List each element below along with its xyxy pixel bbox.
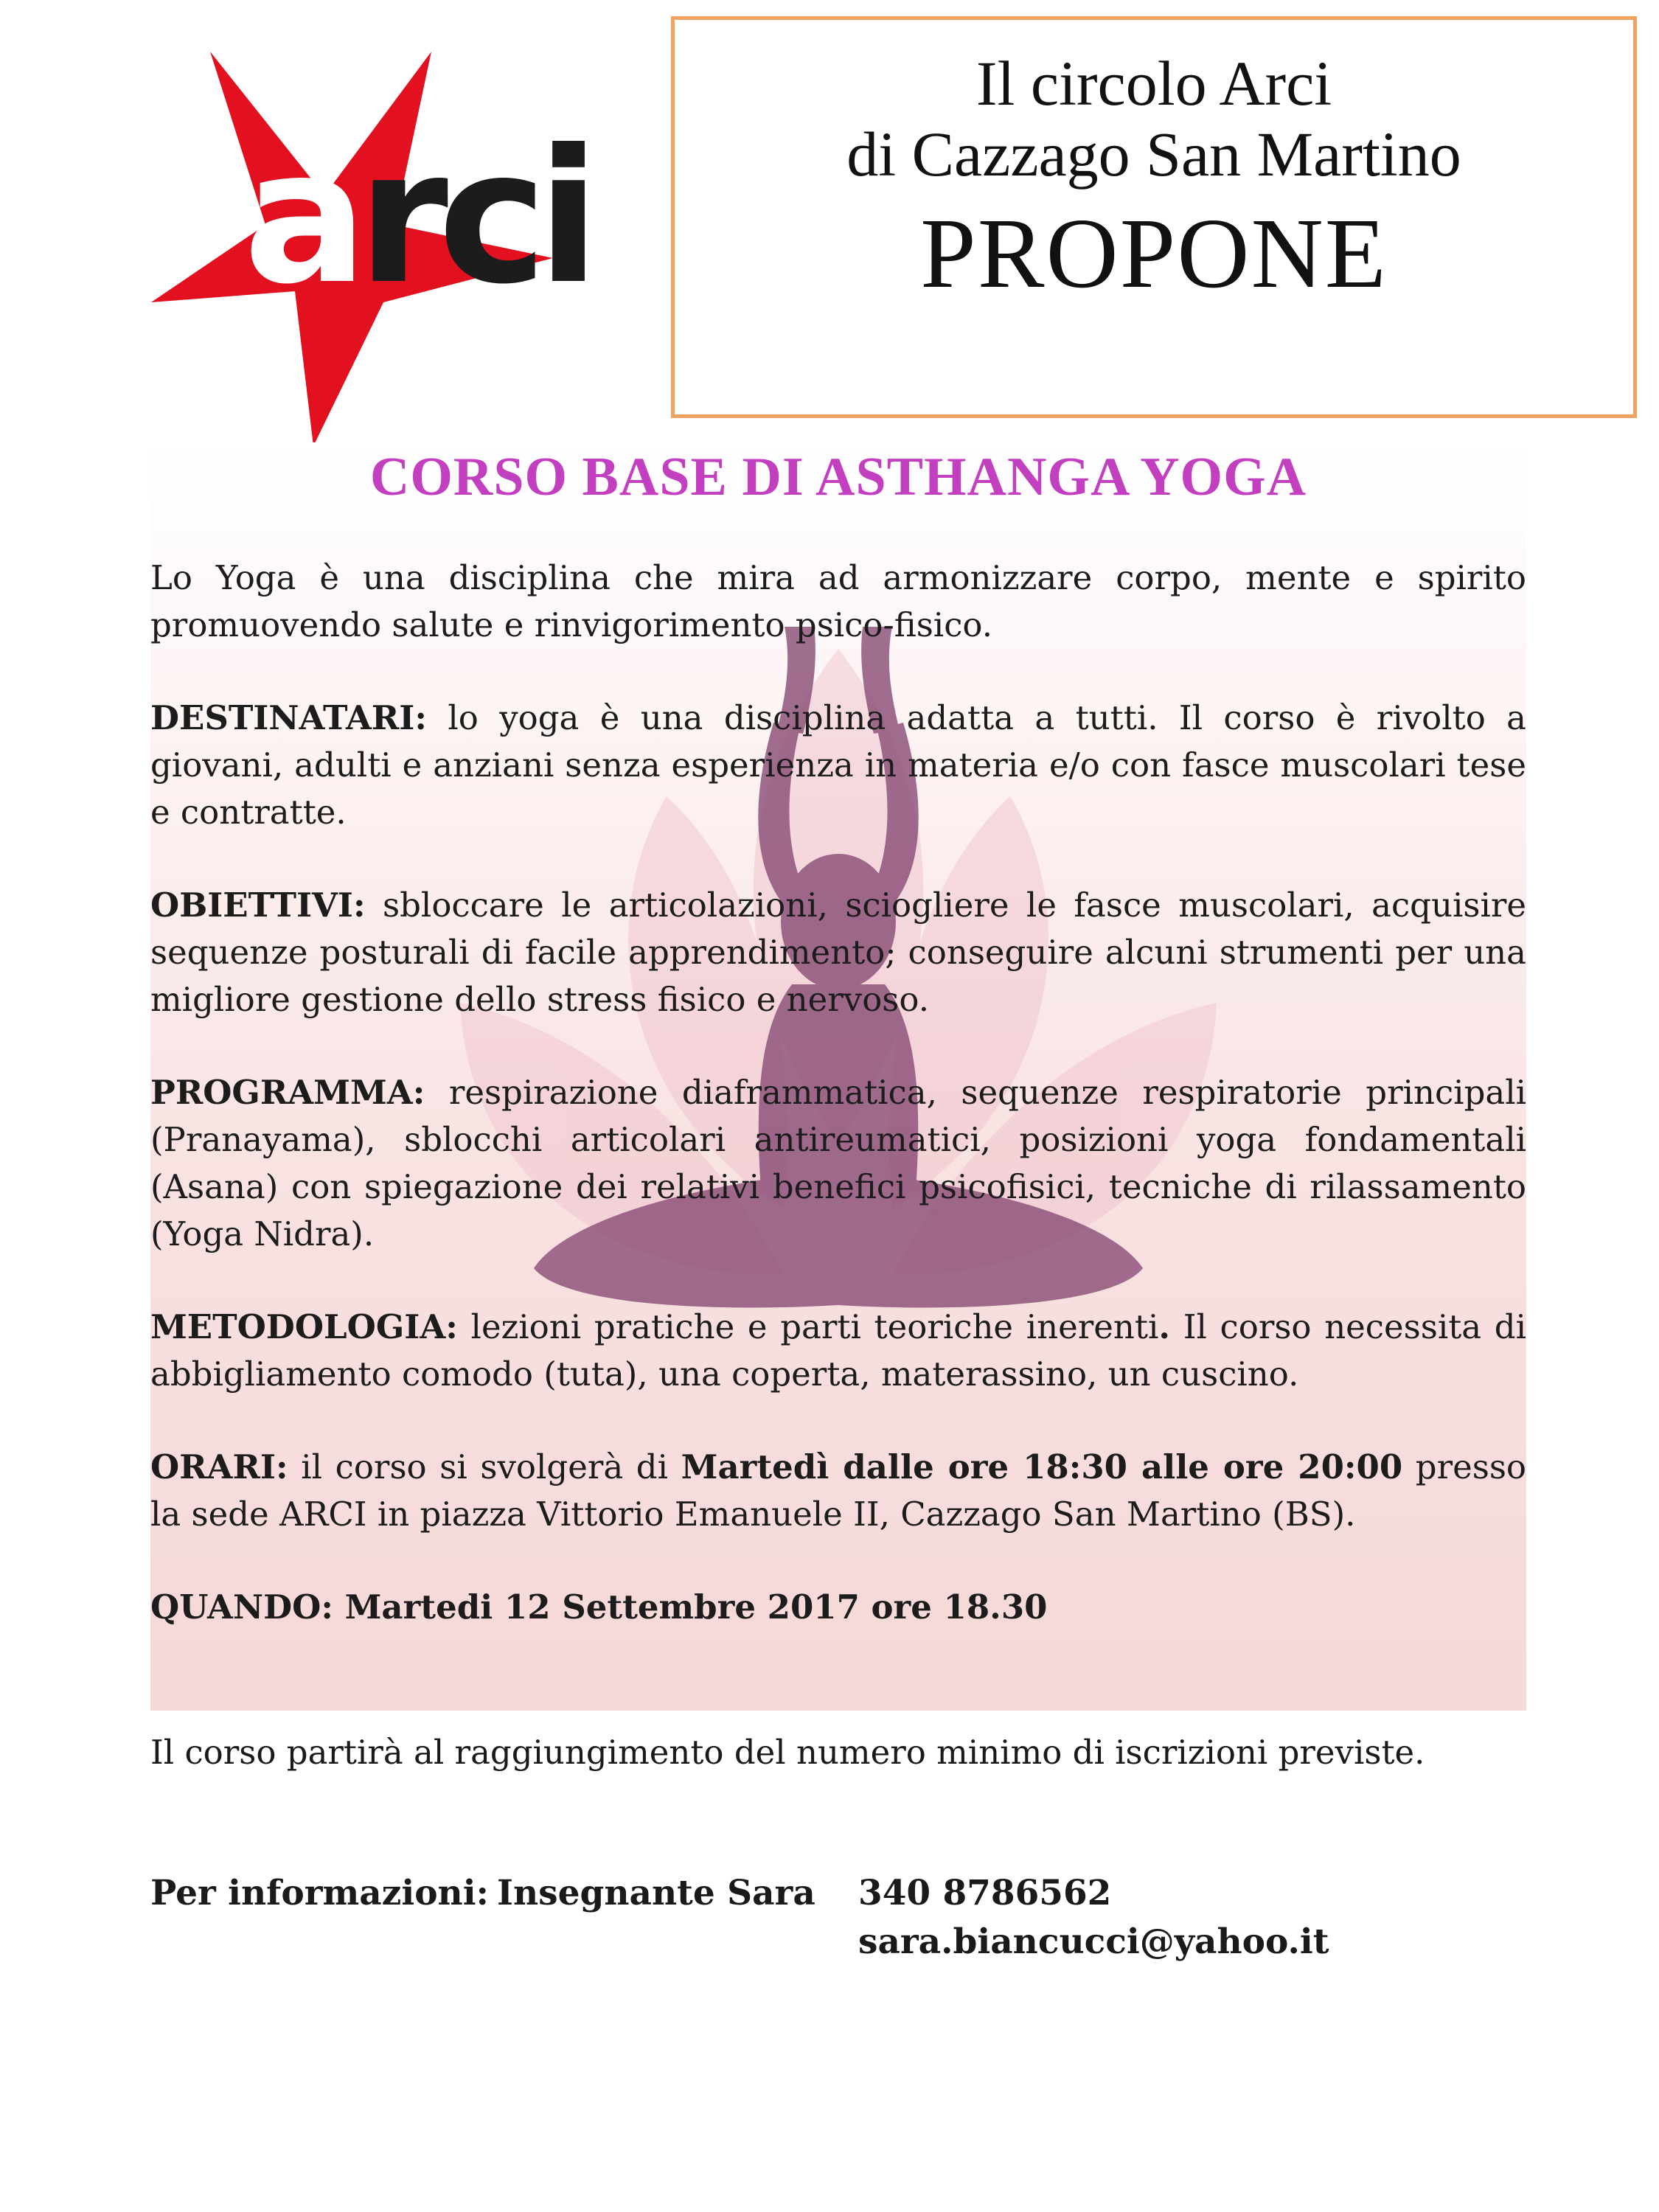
programma-text: respirazione diaframmatica, sequenze respiratorie principali (Pranayama), sblocchi articolari antireumatici, posizioni yoga fondamentali (Asana) con spiegazione dei relativi benefici psicofisici, tecniche di rilassamento (Yoga Nidra). — [150, 1073, 1526, 1253]
obiettivi-text: sbloccare le articolazioni, sciogliere le fasce muscolari, acquisire sequenze posturali di facile apprendimento; conseguire alcuni strumenti per una migliore gestione dello stress fisico e nervoso. — [150, 886, 1526, 1019]
section-destinatari — [150, 695, 1526, 836]
metodologia-text-2: Il corso necessita di abbigliamento comodo (tuta), una coperta, materassino, un cuscino. — [150, 1307, 1527, 1394]
metodologia-text: lezioni pratiche e parti teoriche inerenti — [457, 1307, 1159, 1346]
arci-logo — [140, 37, 590, 457]
enrollment-note: Il corso partirà al raggiungimento del numero minimo di iscrizioni previste. — [150, 1733, 1425, 1772]
section-quando — [150, 1584, 1526, 1631]
course-title: CORSO BASE DI ASTHANGA YOGA — [369, 447, 1307, 507]
metodologia-dot: . — [1158, 1307, 1171, 1346]
metodologia-label: METODOLOGIA: — [150, 1307, 458, 1346]
destinatari-label: DESTINATARI: — [150, 698, 427, 737]
programma-label: PROGRAMMA: — [150, 1073, 425, 1112]
section-orari — [150, 1444, 1526, 1538]
header-line-1: Il circolo Arci — [975, 48, 1332, 119]
destinatari-text: lo yoga è una disciplina adatta a tutti. Il corso è rivolto a giovani, adulti e anziani senza esperienza in materia e/o con fasce muscolari tese e contratte. — [150, 698, 1526, 832]
contact-label: Per informazioni: — [150, 1873, 489, 1913]
intro-paragraph: Lo Yoga è una disciplina che mira ad armonizzare corpo, mente e spirito promuovendo salute e rinvigorimento psico-fisico. — [150, 558, 1526, 644]
orari-text-1: il corso si svolgerà di — [288, 1447, 681, 1486]
header-line-2: di Cazzago San Martino — [846, 119, 1461, 190]
section-obiettivi — [150, 882, 1526, 1023]
quando-label: QUANDO: Martedi 12 Settembre 2017 ore 18.30 — [150, 1587, 1048, 1627]
orari-bold: Martedì dalle ore 18:30 alle ore 20:00 — [681, 1447, 1403, 1486]
header-box — [671, 16, 1637, 418]
orari-text-2: presso la sede ARCI in piazza Vittorio Emanuele II, Cazzago San Martino (BS). — [150, 1447, 1527, 1534]
orari-label: ORARI: — [150, 1447, 288, 1486]
contact-email: sara.biancucci@yahoo.it — [858, 1921, 1329, 1962]
logo-text: arci — [243, 110, 590, 324]
header-propone: PROPONE — [920, 198, 1388, 309]
contact-phone: 340 8786562 — [858, 1873, 1112, 1913]
contact-teacher: Insegnante Sara — [497, 1873, 815, 1913]
obiettivi-label: OBIETTIVI: — [150, 886, 366, 925]
section-metodologia — [150, 1304, 1526, 1398]
section-programma — [150, 1069, 1526, 1258]
course-description — [150, 554, 1526, 1677]
